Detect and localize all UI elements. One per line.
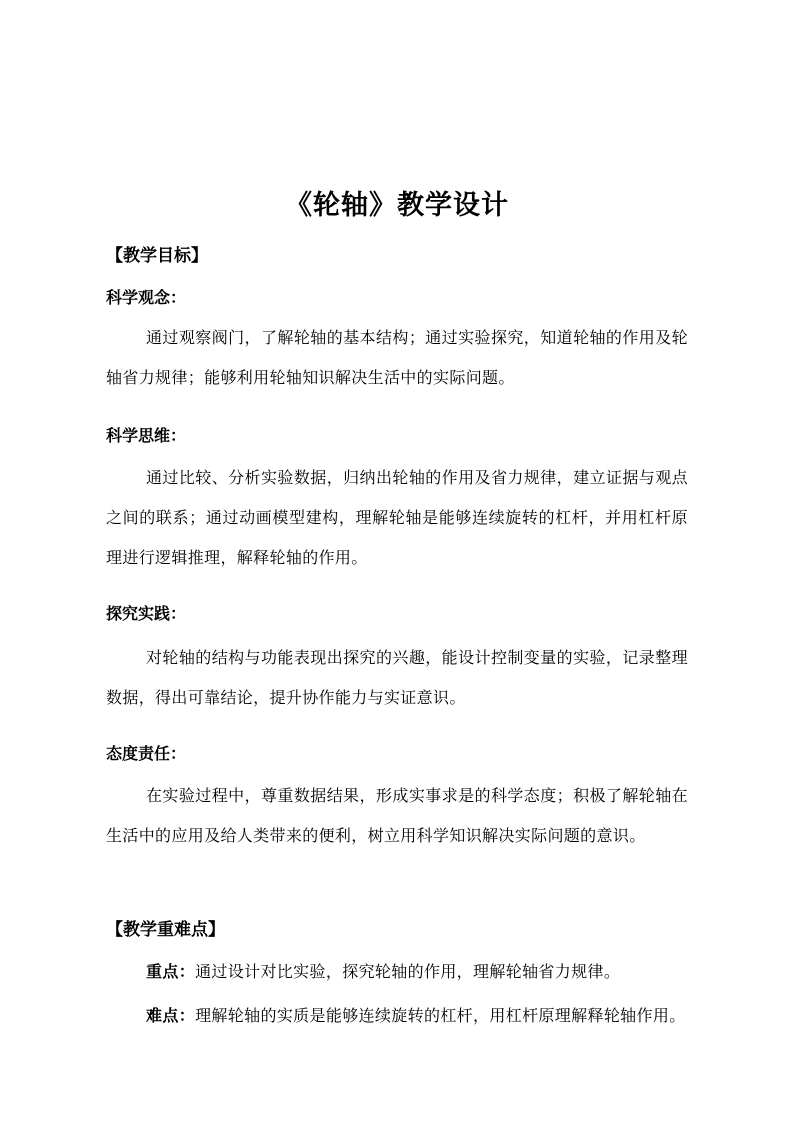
key-point-difficulty [106, 996, 688, 1036]
objective-text-inquiry-practice: 对轮轴的结构与功能表现出探究的兴趣，能设计控制变量的实验，记录整理数据，得出可靠结论，提升协作能力与实证意识。 [106, 648, 688, 707]
document-title: 《轮轴》教学设计 [285, 190, 509, 221]
key-point-focus-text: 通过设计对比实验，探究轮轴的作用，理解轮轴省力规律。 [195, 962, 621, 981]
objective-text-attitude-responsibility: 在实验过程中，尊重数据结果，形成实事求是的科学态度；积极了解轮轴在生活中的应用及给人类带来的便利，树立用科学知识解决实际问题的意识。 [106, 786, 688, 845]
objective-text-science-thinking: 通过比较、分析实验数据，归纳出轮轴的作用及省力规律，建立证据与观点之间的联系；通过动画模型建构，理解轮轴是能够连续旋转的杠杆，并用杠杆原理进行逻辑推理，解释轮轴的作用。 [106, 468, 688, 567]
key-point-difficulty-label: 难点： [146, 1006, 196, 1025]
key-point-focus-label: 重点： [146, 962, 196, 981]
objective-label-science-concept: 科学观念： [106, 288, 187, 307]
key-point-focus [106, 952, 688, 992]
section-heading-key-points: 【教学重难点】 [106, 920, 225, 940]
objective-label-inquiry-practice: 探究实践： [106, 604, 187, 623]
section-heading-objectives: 【教学目标】 [106, 246, 208, 266]
key-point-difficulty-text: 理解轮轴的实质是能够连续旋转的杠杆，用杠杆原理解释轮轴作用。 [195, 1006, 686, 1025]
objective-text-science-concept: 通过观察阀门，了解轮轴的基本结构；通过实验探究，知道轮轴的作用及轮轴省力规律；能够利用轮轴知识解决生活中的实际问题。 [106, 328, 688, 387]
objective-label-attitude-responsibility: 态度责任： [106, 744, 187, 763]
objective-label-science-thinking: 科学思维： [106, 426, 187, 445]
